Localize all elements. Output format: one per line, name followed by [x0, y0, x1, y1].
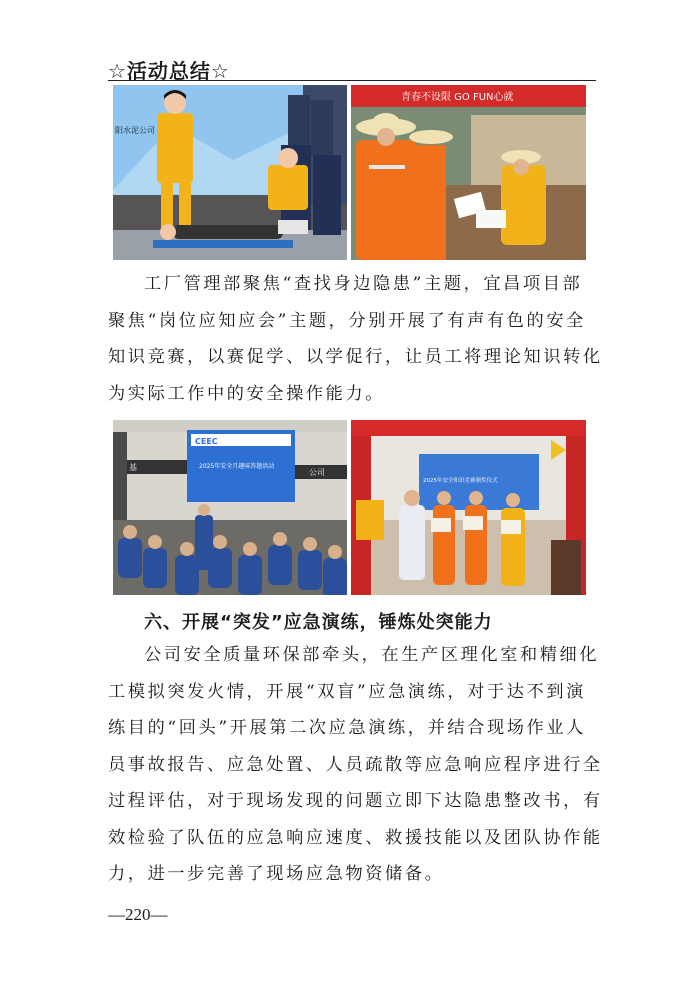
paragraph-line: 知识竞赛，以赛促学、以学促行，让员工将理论知识转化	[108, 347, 603, 367]
photo-award-ceremony	[351, 420, 586, 595]
quiz-screen-logo: CEEC	[195, 437, 218, 446]
paragraph-line: 公司安全质量环保部牵头，在生产区理化室和精细化	[144, 645, 600, 665]
paragraph-safety-quiz	[108, 266, 603, 412]
paragraph-line: 力，进一步完善了现场应急物资储备。	[108, 864, 445, 884]
paragraph-line: 工模拟突发火情，开展“双盲”应急演练，对于达不到演	[108, 681, 586, 702]
paragraph-line: 效检验了队伍的应急响应速度、救援技能以及团队协作能	[108, 827, 603, 848]
paragraph-line: 为实际工作中的安全操作能力。	[108, 383, 386, 404]
paragraph-line: 过程评估，对于现场发现的问题立即下达隐患整改书，有	[108, 791, 603, 811]
paragraph-line: 工厂管理部聚焦“查找身边隐患”主题，宜昌项目部	[144, 274, 583, 294]
booth-banner-text: 青春不设限 GO FUN心就	[401, 92, 514, 103]
page-number: —220—	[108, 905, 168, 924]
quiz-wall-sign: 公司	[309, 468, 325, 477]
cpr-banner-text: 阳水泥公司	[115, 126, 155, 135]
photo-safety-booth	[351, 85, 586, 260]
paragraph-line: 练目的“回头”开展第二次应急演练，并结合现场作业人	[108, 718, 586, 738]
section-heading: 六、开展“突发”应急演练，锤炼处突能力	[144, 612, 493, 633]
page-title: ☆活动总结☆	[108, 59, 230, 83]
svg-text:基: 基	[129, 463, 137, 472]
title-divider	[108, 80, 596, 81]
paragraph-line: 聚焦“岗位应知应会”主题，分别开展了有声有色的安全	[108, 310, 586, 331]
paragraph-emergency-drill	[108, 637, 603, 893]
quiz-screen-title: 2025年安全月趣味答题活动	[199, 463, 275, 470]
photo-quiz-hall	[113, 420, 347, 595]
paragraph-line: 员事故报告、应急处置、人员疏散等应急响应程序进行全	[108, 754, 603, 775]
award-screen-title: 2025年安全知识竞赛颁奖仪式	[423, 478, 498, 484]
photo-cpr-demo	[113, 85, 347, 260]
